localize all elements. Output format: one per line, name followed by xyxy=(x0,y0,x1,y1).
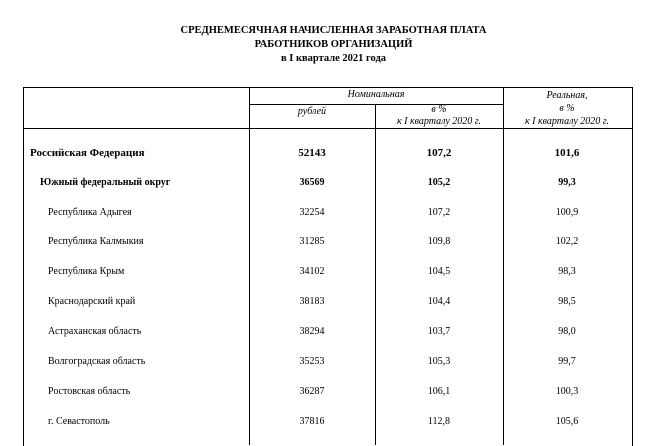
header-pct-line-1: в % xyxy=(431,104,447,115)
row-name-kalmykia: Республика Калмыкия xyxy=(48,236,144,247)
row-rubles-kalmykia: 31285 xyxy=(299,236,325,247)
row-name-adygea: Республика Адыгея xyxy=(48,207,132,218)
row-real-sevastopol: 105,6 xyxy=(555,416,579,427)
document-title-line-2: РАБОТНИКОВ ОРГАНИЗАЦИЙ xyxy=(254,39,413,50)
header-real-line-3: к I кварталу 2020 г. xyxy=(524,116,610,127)
row-real-russian-federation: 101,6 xyxy=(554,147,580,159)
row-real-astrakhan: 98,0 xyxy=(558,326,576,337)
row-rubles-sevastopol: 37816 xyxy=(299,416,325,427)
document-title-line-1: СРЕДНЕМЕСЯЧНАЯ НАЧИСЛЕННАЯ ЗАРАБОТНАЯ ПЛАТА xyxy=(180,25,487,36)
row-pct-volgograd: 105,3 xyxy=(427,356,451,367)
row-pct-kalmykia: 109,8 xyxy=(427,236,451,247)
row-rubles-russian-federation: 52143 xyxy=(298,147,326,159)
row-name-crimea: Республика Крым xyxy=(48,266,125,277)
row-pct-russian-federation: 107,2 xyxy=(426,147,452,159)
row-rubles-rostov: 36287 xyxy=(299,386,325,397)
row-real-adygea: 100,9 xyxy=(555,207,579,218)
row-pct-adygea: 107,2 xyxy=(427,207,451,218)
row-name-rostov: Ростовская область xyxy=(48,386,131,397)
row-rubles-crimea: 34102 xyxy=(299,266,325,277)
row-name-sevastopol: г. Севастополь xyxy=(48,416,110,427)
row-pct-sevastopol: 112,8 xyxy=(427,416,451,427)
row-real-crimea: 98,3 xyxy=(558,266,576,277)
row-real-volgograd: 99,7 xyxy=(558,356,576,367)
row-name-astrakhan: Астраханская область xyxy=(48,326,142,337)
row-pct-southern-district: 105,2 xyxy=(427,177,451,188)
row-rubles-adygea: 32254 xyxy=(299,207,325,218)
row-name-volgograd: Волгоградская область xyxy=(48,356,146,367)
row-real-rostov: 100,3 xyxy=(555,386,579,397)
row-pct-crimea: 104,5 xyxy=(427,266,451,277)
row-real-kalmykia: 102,2 xyxy=(555,236,579,247)
row-name-krasnodar: Краснодарский край xyxy=(48,296,136,307)
row-rubles-astrakhan: 38294 xyxy=(299,326,325,337)
row-pct-krasnodar: 104,4 xyxy=(427,296,451,307)
row-pct-rostov: 106,1 xyxy=(427,386,451,397)
document-title-line-3: в I квартале 2021 года xyxy=(280,53,387,64)
header-pct-line-2: к I кварталу 2020 г. xyxy=(396,116,482,127)
row-name-russian-federation: Российская Федерация xyxy=(30,147,145,159)
header-rubles: рублей xyxy=(297,106,327,117)
row-rubles-volgograd: 35253 xyxy=(299,356,325,367)
row-rubles-southern-district: 36569 xyxy=(299,177,325,188)
row-name-southern-district: Южный федеральный округ xyxy=(40,177,171,188)
row-rubles-krasnodar: 38183 xyxy=(299,296,325,307)
header-bottom-rule xyxy=(23,128,632,129)
row-real-krasnodar: 98,5 xyxy=(558,296,576,307)
header-real-line-2: в % xyxy=(559,103,575,114)
header-nominal: Номинальная xyxy=(347,89,405,100)
header-real-line-1: Реальная, xyxy=(546,90,588,101)
row-pct-astrakhan: 103,7 xyxy=(427,326,451,337)
row-real-southern-district: 99,3 xyxy=(558,177,576,188)
